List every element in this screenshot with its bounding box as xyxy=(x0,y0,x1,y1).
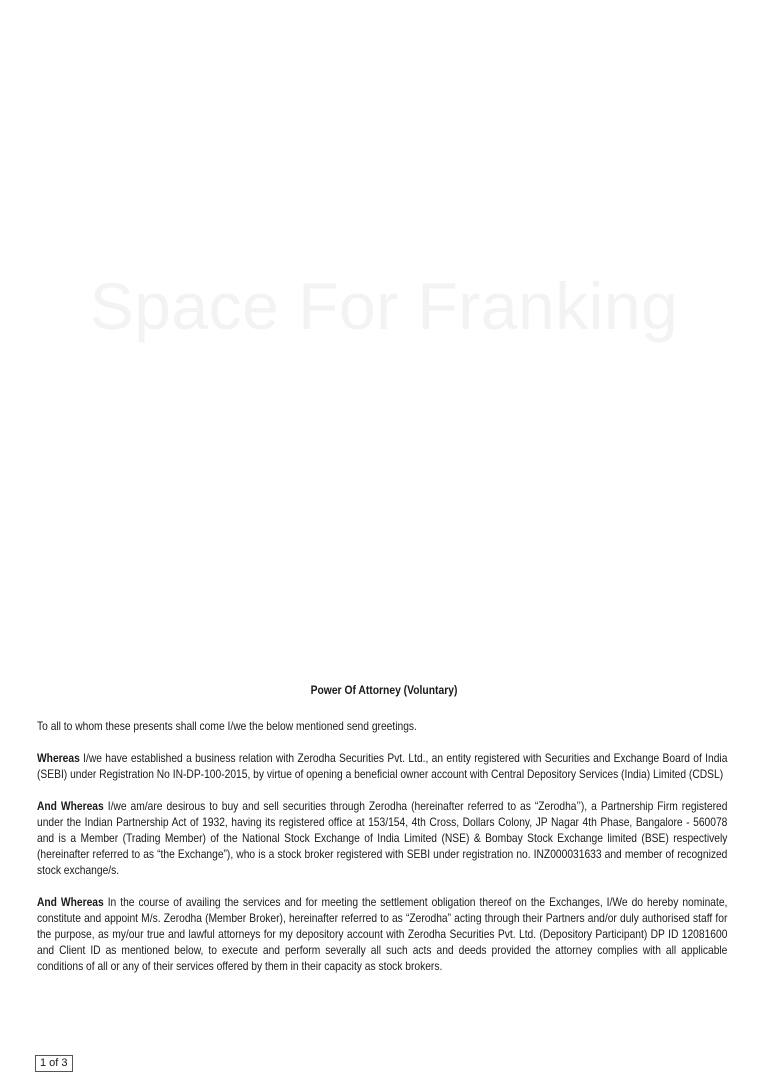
paragraph-lead: And Whereas xyxy=(37,895,104,909)
franking-watermark: Space For Franking xyxy=(89,269,679,343)
document-title: Power Of Attorney (Voluntary) xyxy=(310,683,458,697)
paragraph-lead: Whereas xyxy=(37,751,80,765)
paragraph-and-whereas-1 xyxy=(37,798,727,878)
paragraph-text: I/we have established a business relation with Zerodha Securities Pvt. Ltd., an entity registered with Securities and Exchange Board of India (SEBI) under Registration No IN-DP-100-2015, by virtue of opening a beneficial owner account with Central Depository Services (India) Limited (CDSL) xyxy=(37,751,728,781)
document-body xyxy=(37,718,727,990)
greeting-paragraph: To all to whom these presents shall come I/we the below mentioned send greetings. xyxy=(37,719,417,733)
paragraph-text: In the course of availing the services and for meeting the settlement obligation thereof on the Exchanges, I/We do hereby nominate, constitute and appoint M/s. Zerodha (Member Broker), hereinafter referred to as “Zerodha” acting through their Partners and/or duly authorised staff for the purpose, as my/our true and lawful attorneys for my depository account with Zerodha Securities Pvt. Ltd. (Depository Participant) DP ID 12081600 and Client ID as mentioned below, to execute and perform severally all such acts and deeds provided the attorney complies with all applicable conditions of all or any of their services offered by them in their capacity as stock brokers. xyxy=(37,895,728,973)
paragraph-text: I/we am/are desirous to buy and sell securities through Zerodha (hereinafter referred to as “Zerodha’’), a Partnership Firm registered under the Indian Partnership Act of 1932, having its registered office at 153/154, 4th Cross, Dollars Colony, JP Nagar 4th Phase, Bangalore - 560078 and is a Member (Trading Member) of the National Stock Exchange of India Limited (NSE) & Bombay Stock Exchange limited (BSE) respectively (hereinafter referred to as “the Exchange”), who is a stock broker registered with SEBI under registration no. INZ000031633 and member of recognized stock exchange/s. xyxy=(37,799,728,877)
page-number-badge: 1 of 3 xyxy=(35,1055,73,1072)
paragraph-whereas xyxy=(37,750,727,782)
paragraph-and-whereas-2 xyxy=(37,894,727,974)
paragraph-lead: And Whereas xyxy=(37,799,104,813)
